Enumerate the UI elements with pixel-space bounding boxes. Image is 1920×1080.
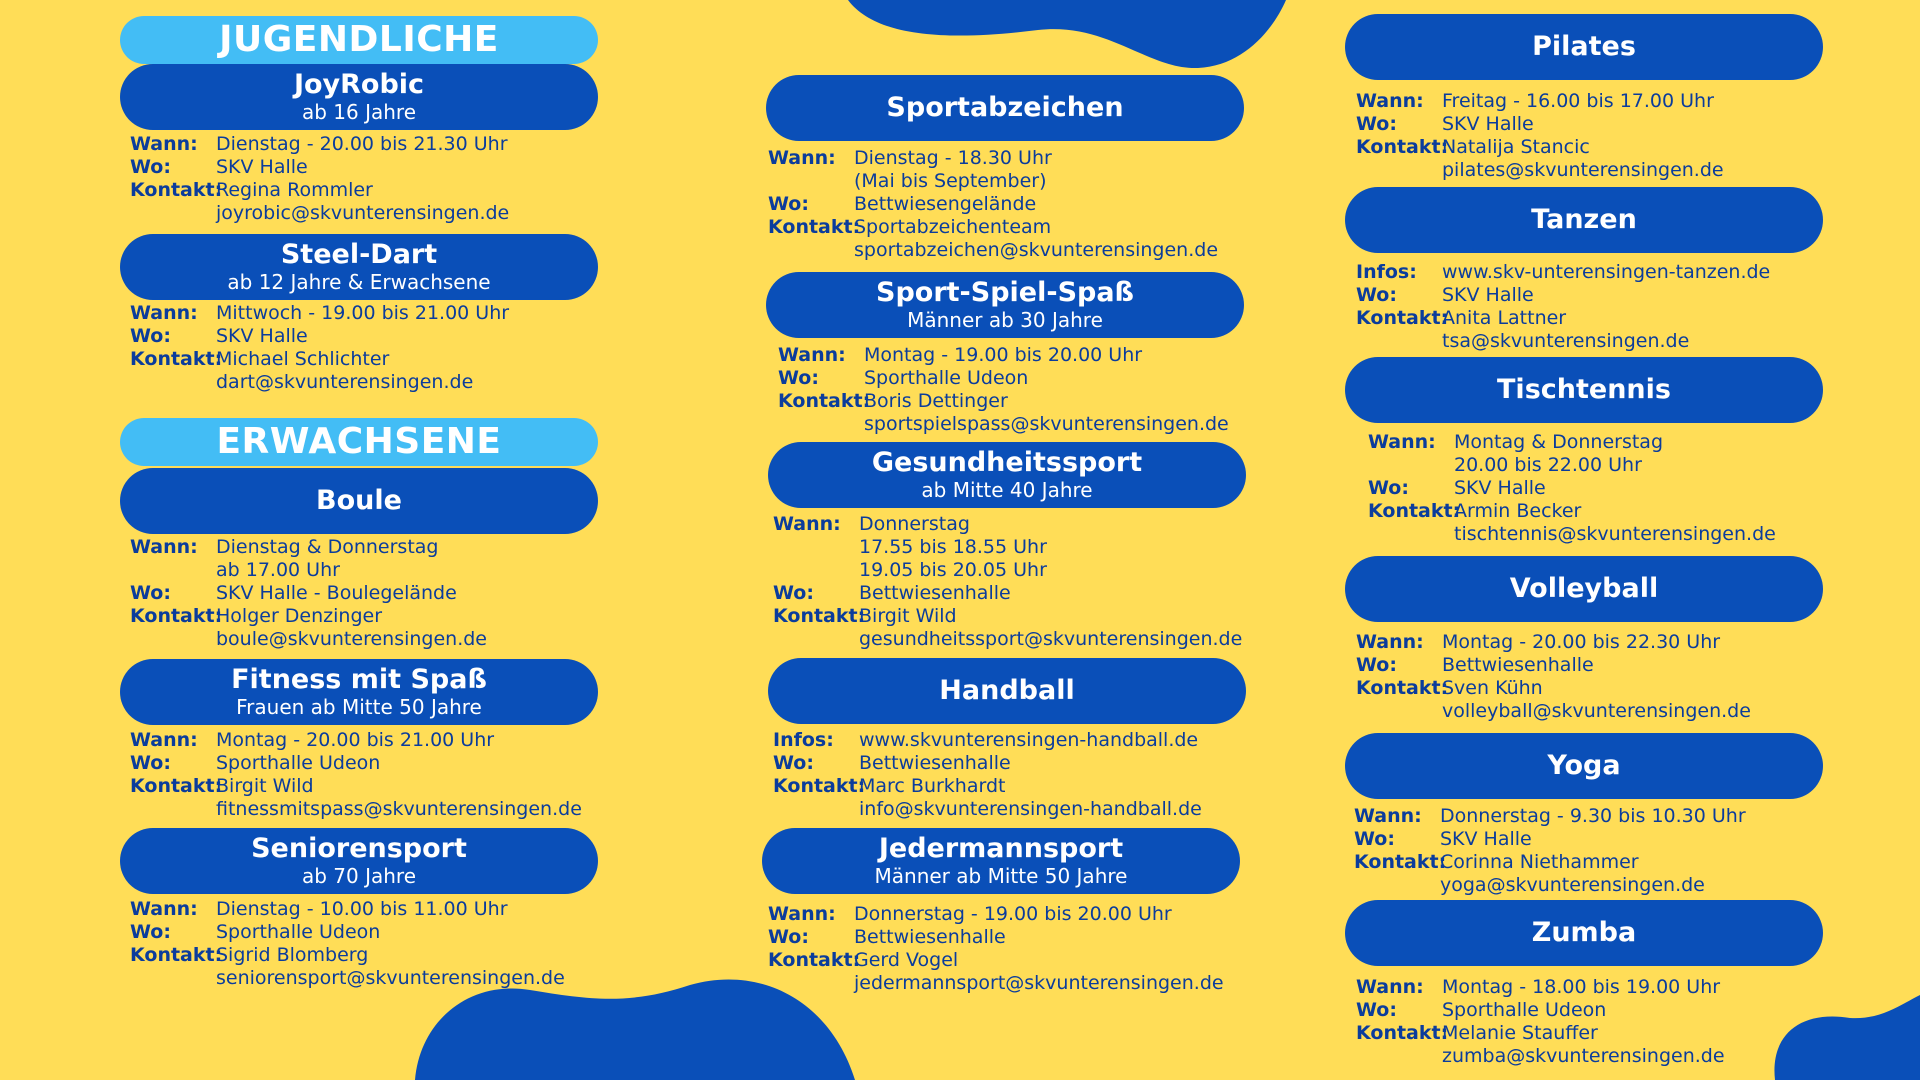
pill-title: Yoga — [1547, 750, 1621, 781]
wo-label: Wo: — [1356, 113, 1397, 135]
wann-value: Dienstag - 10.00 bis 11.00 Uhr — [216, 898, 508, 920]
wo-value: Sporthalle Udeon — [216, 752, 381, 774]
pill-handball — [768, 658, 1246, 724]
wo-value: Bettwiesenhalle — [859, 582, 1011, 604]
kontakt-label: Kontakt: — [1368, 500, 1461, 522]
kontakt-value: Melanie Stauffer — [1442, 1022, 1598, 1044]
wann-label: Wann: — [768, 147, 836, 169]
wann-value: Dienstag - 20.00 bis 21.30 Uhr — [216, 133, 508, 155]
info-zumba — [1356, 976, 1725, 1068]
kontakt-label: Kontakt: — [768, 949, 861, 971]
email-link[interactable]: jedermannsport@skvunterensingen.de — [854, 972, 1224, 994]
kontakt-value: Regina Rommler — [216, 179, 373, 201]
kontakt-value: Birgit Wild — [859, 605, 957, 627]
pill-title: Steel-Dart — [280, 239, 438, 270]
info-yoga — [1354, 805, 1746, 897]
wann-value: Mittwoch - 19.00 bis 21.00 Uhr — [216, 302, 510, 324]
wo-value: SKV Halle - Boulegelände — [216, 582, 457, 604]
wann-value: Montag - 20.00 bis 21.00 Uhr — [216, 729, 495, 751]
pill-volleyball — [1345, 556, 1823, 622]
pill-jedermannsport — [762, 828, 1240, 894]
wo-value: Bettwiesenhalle — [859, 752, 1011, 774]
wo-value: SKV Halle — [1442, 113, 1534, 135]
info-jedermannsport — [768, 903, 1224, 995]
kontakt-label: Kontakt: — [130, 605, 223, 627]
kontakt-value: Gerd Vogel — [854, 949, 959, 971]
wann-label: Wann: — [130, 302, 198, 324]
kontakt-value: Holger Denzinger — [216, 605, 383, 627]
kontakt-label: Kontakt: — [778, 390, 871, 412]
pill-title: Gesundheitssport — [871, 447, 1143, 478]
pill-title: Seniorensport — [251, 833, 467, 864]
section-header-jugendliche: JUGENDLICHE — [120, 16, 598, 64]
pill-subtitle: Frauen ab Mitte 50 Jahre — [236, 695, 482, 719]
website-link[interactable]: www.skv-unterensingen-tanzen.de — [1442, 261, 1771, 283]
wann-label: Wann: — [130, 898, 198, 920]
wo-value: Sporthalle Udeon — [216, 921, 381, 943]
info-handball — [773, 729, 1202, 821]
info-joyrobic — [130, 133, 509, 225]
pill-title: Jedermannsport — [878, 833, 1124, 864]
pill-subtitle: ab 70 Jahre — [301, 864, 417, 888]
kontakt-value: Birgit Wild — [216, 775, 314, 797]
wo-label: Wo: — [130, 582, 171, 604]
wo-label: Wo: — [130, 752, 171, 774]
wo-value: Sporthalle Udeon — [864, 367, 1029, 389]
email-link[interactable]: tischtennis@skvunterensingen.de — [1454, 523, 1776, 545]
wo-label: Wo: — [1356, 999, 1397, 1021]
wo-label: Wo: — [773, 752, 814, 774]
kontakt-label: Kontakt: — [768, 216, 861, 238]
pill-tanzen — [1345, 187, 1823, 253]
kontakt-value: Marc Burkhardt — [859, 775, 1006, 797]
wo-label: Wo: — [778, 367, 819, 389]
kontakt-label: Kontakt: — [1356, 136, 1449, 158]
kontakt-label: Kontakt: — [773, 775, 866, 797]
kontakt-value: Boris Dettinger — [864, 390, 1008, 412]
info-sport-spiel-spass — [778, 344, 1229, 436]
wann-label: Wann: — [768, 903, 836, 925]
email-link[interactable]: sportspielspass@skvunterensingen.de — [864, 413, 1229, 435]
wo-label: Wo: — [1356, 284, 1397, 306]
wo-value: Bettwiesengelände — [854, 193, 1037, 215]
pill-yoga — [1345, 733, 1823, 799]
email-link[interactable]: fitnessmitspass@skvunterensingen.de — [216, 798, 582, 820]
wann-label: Wann: — [1354, 805, 1422, 827]
wo-value: SKV Halle — [216, 156, 308, 178]
pill-joyrobic — [120, 64, 598, 130]
pill-title: Volleyball — [1509, 573, 1659, 604]
wo-label: Wo: — [768, 926, 809, 948]
pill-gesundheitssport — [768, 442, 1246, 508]
kontakt-value: Armin Becker — [1454, 500, 1582, 522]
email-link[interactable]: gesundheitssport@skvunterensingen.de — [859, 628, 1243, 650]
kontakt-label: Kontakt: — [130, 348, 223, 370]
wo-label: Wo: — [1354, 828, 1395, 850]
decorative-blob-corner — [1770, 990, 1920, 1080]
kontakt-value: Michael Schlichter — [216, 348, 390, 370]
wann-label: Wann: — [1368, 431, 1436, 453]
wann-value: Donnerstag - 9.30 bis 10.30 Uhr — [1440, 805, 1746, 827]
info-pilates — [1356, 90, 1724, 182]
wo-label: Wo: — [768, 193, 809, 215]
pill-sport-spiel-spass — [766, 272, 1244, 338]
wann-value-3: 19.05 bis 20.05 Uhr — [859, 559, 1047, 581]
pill-title: Handball — [939, 675, 1075, 706]
pill-subtitle: Männer ab 30 Jahre — [907, 308, 1103, 332]
infos-label: Infos: — [773, 729, 834, 751]
email-link[interactable]: sportabzeichen@skvunterensingen.de — [854, 239, 1219, 261]
info-boule — [130, 536, 487, 651]
wo-label: Wo: — [130, 921, 171, 943]
pill-title: Tanzen — [1531, 204, 1637, 235]
info-tanzen — [1356, 261, 1770, 353]
pill-subtitle: ab 12 Jahre & Erwachsene — [227, 270, 491, 294]
kontakt-value: Corinna Niethammer — [1440, 851, 1639, 873]
kontakt-label: Kontakt: — [130, 944, 223, 966]
pill-title: Pilates — [1532, 31, 1636, 62]
wann-value-2: (Mai bis September) — [854, 170, 1047, 192]
wo-value: SKV Halle — [1440, 828, 1532, 850]
wo-label: Wo: — [1368, 477, 1409, 499]
email-link[interactable]: boule@skvunterensingen.de — [216, 628, 487, 650]
wann-value: Donnerstag — [859, 513, 970, 535]
wann-value: Dienstag & Donnerstag — [216, 536, 439, 558]
website-link[interactable]: www.skvunterensingen-handball.de — [859, 729, 1199, 751]
pill-zumba — [1345, 900, 1823, 966]
wann-label: Wann: — [773, 513, 841, 535]
wann-value: Montag - 19.00 bis 20.00 Uhr — [864, 344, 1143, 366]
kontakt-label: Kontakt: — [1356, 1022, 1449, 1044]
wann-value-2: 17.55 bis 18.55 Uhr — [859, 536, 1047, 558]
pill-steel-dart — [120, 234, 598, 300]
kontakt-value: Sven Kühn — [1442, 677, 1543, 699]
info-steel-dart — [130, 302, 509, 394]
wo-label: Wo: — [130, 156, 171, 178]
info-sportabzeichen — [768, 147, 1218, 262]
wo-value: Bettwiesenhalle — [854, 926, 1006, 948]
wann-label: Wann: — [1356, 90, 1424, 112]
pill-title: Sport-Spiel-Spaß — [876, 277, 1134, 308]
pill-subtitle: ab Mitte 40 Jahre — [921, 478, 1093, 502]
kontakt-label: Kontakt: — [130, 775, 223, 797]
email-link[interactable]: pilates@skvunterensingen.de — [1442, 159, 1724, 181]
email-link[interactable]: joyrobic@skvunterensingen.de — [216, 202, 510, 224]
wann-value: Donnerstag - 19.00 bis 20.00 Uhr — [854, 903, 1172, 925]
wann-value: Montag - 20.00 bis 22.30 Uhr — [1442, 631, 1721, 653]
wann-label: Wann: — [1356, 631, 1424, 653]
email-link[interactable]: tsa@skvunterensingen.de — [1442, 330, 1690, 352]
info-tischtennis — [1368, 431, 1776, 546]
email-link[interactable]: yoga@skvunterensingen.de — [1440, 874, 1705, 896]
kontakt-label: Kontakt: — [773, 605, 866, 627]
kontakt-label: Kontakt: — [130, 179, 223, 201]
wo-value: Sporthalle Udeon — [1442, 999, 1607, 1021]
info-seniorensport — [130, 898, 565, 990]
wo-value: Bettwiesenhalle — [1442, 654, 1594, 676]
wann-label: Wann: — [1356, 976, 1424, 998]
pill-title: JoyRobic — [293, 69, 425, 100]
kontakt-label: Kontakt: — [1354, 851, 1447, 873]
wo-value: SKV Halle — [1442, 284, 1534, 306]
kontakt-value: Anita Lattner — [1442, 307, 1567, 329]
wann-value: Freitag - 16.00 bis 17.00 Uhr — [1442, 90, 1714, 112]
pill-pilates — [1345, 14, 1823, 80]
wann-value: Montag - 18.00 bis 19.00 Uhr — [1442, 976, 1721, 998]
pill-seniorensport — [120, 828, 598, 894]
wo-value: SKV Halle — [1454, 477, 1546, 499]
wann-label: Wann: — [130, 729, 198, 751]
wann-value: Dienstag - 18.30 Uhr — [854, 147, 1052, 169]
email-link[interactable]: zumba@skvunterensingen.de — [1442, 1045, 1725, 1067]
pill-subtitle: Männer ab Mitte 50 Jahre — [874, 864, 1128, 888]
wo-label: Wo: — [1356, 654, 1397, 676]
info-fitness — [130, 729, 582, 821]
kontakt-value: Sportabzeichenteam — [854, 216, 1052, 238]
pill-title: Zumba — [1531, 917, 1637, 948]
kontakt-value: Natalija Stancic — [1442, 136, 1590, 158]
wann-label: Wann: — [778, 344, 846, 366]
kontakt-label: Kontakt: — [1356, 307, 1449, 329]
kontakt-label: Kontakt: — [1356, 677, 1449, 699]
pill-boule — [120, 468, 598, 534]
email-link[interactable]: dart@skvunterensingen.de — [216, 371, 474, 393]
pill-title: Tischtennis — [1497, 374, 1671, 405]
wo-value: SKV Halle — [216, 325, 308, 347]
pill-title: Sportabzeichen — [886, 92, 1124, 123]
email-link[interactable]: seniorensport@skvunterensingen.de — [216, 967, 565, 989]
info-gesundheitssport — [773, 513, 1242, 651]
wo-label: Wo: — [130, 325, 171, 347]
wann-label: Wann: — [130, 133, 198, 155]
decorative-blob-top — [848, 0, 1288, 80]
pill-title: Boule — [316, 485, 402, 516]
wann-label: Wann: — [130, 536, 198, 558]
pill-fitness — [120, 659, 598, 725]
wann-value-2: ab 17.00 Uhr — [216, 559, 340, 581]
info-volleyball — [1356, 631, 1751, 723]
infos-label: Infos: — [1356, 261, 1417, 283]
wann-value: Montag & Donnerstag — [1454, 431, 1663, 453]
pill-title: Fitness mit Spaß — [231, 664, 487, 695]
pill-subtitle: ab 16 Jahre — [301, 100, 417, 124]
kontakt-value: Sigrid Blomberg — [216, 944, 369, 966]
pill-sportabzeichen — [766, 75, 1244, 141]
section-header-erwachsene: ERWACHSENE — [120, 418, 598, 466]
wo-label: Wo: — [773, 582, 814, 604]
email-link[interactable]: volleyball@skvunterensingen.de — [1442, 700, 1751, 722]
email-link[interactable]: info@skvunterensingen-handball.de — [859, 798, 1202, 820]
wann-value-2: 20.00 bis 22.00 Uhr — [1454, 454, 1642, 476]
pill-tischtennis — [1345, 357, 1823, 423]
